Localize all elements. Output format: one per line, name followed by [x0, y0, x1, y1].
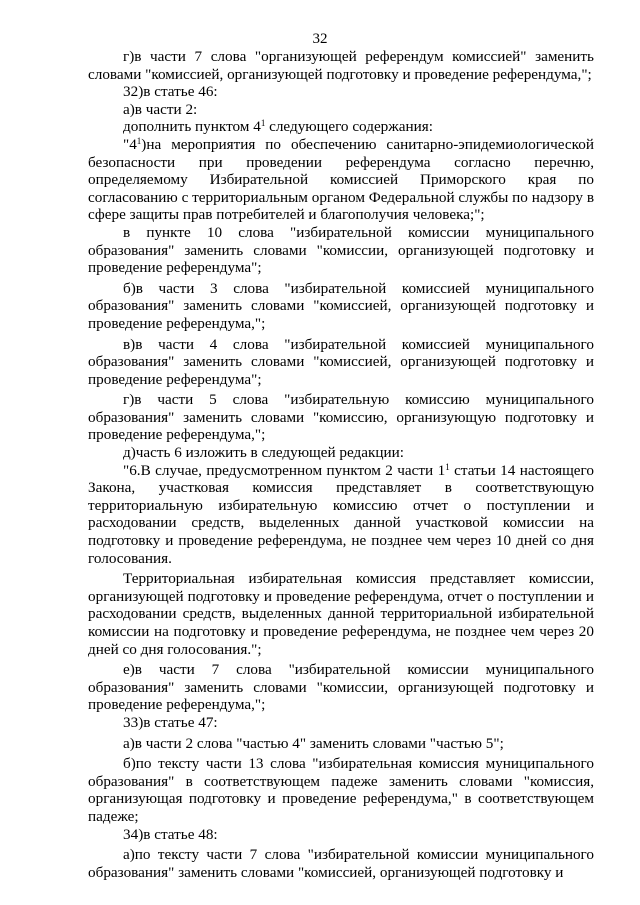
paragraph-18: а)по тексту части 7 слова "избирательной комиссии муниципального образования" заменить словами "комиссией, организующей подготовку и [88, 846, 594, 881]
paragraph-2: 32)в статье 46: [123, 83, 218, 101]
paragraph-11-text: "6.В случае, предусмотренном пунктом 2 части 1 [123, 461, 446, 479]
document-body [88, 48, 594, 881]
page-number: 32 [312, 31, 328, 47]
superscript: 1 [445, 461, 450, 472]
paragraph-9: г)в части 5 слова "избирательную комиссию муниципального образования" заменить словами "комиссию, организующую подготовку и проведение референдума,"; [88, 391, 594, 444]
paragraph-5-text-tail: )на мероприятия по обеспечению санитарно-эпидемиологической безопасности при проведении референдума согласно перечню, определяемому Избирательной комиссией Приморского края по согласованию с территориальным органом Федеральной службы по надзору в сфере защиты прав потребителей и благополучия человека;"; [88, 135, 594, 224]
paragraph-13: е)в части 7 слова "избирательной комиссии муниципального образования" заменить словами "комиссии, организующей подготовку и проведение референдума,"; [88, 661, 594, 714]
paragraph-3: а)в части 2: [123, 100, 198, 118]
paragraph-1: г)в части 7 слова "организующей референдум комиссией" заменить словами "комиссией, организующей подготовку и проведение референдума,"; [88, 48, 594, 83]
paragraph-7: б)в части 3 слова "избирательной комиссией муниципального образования" заменить словами "комиссией, организующей подготовку и проведение референдума,"; [88, 279, 594, 332]
paragraph-11-text-tail: статьи 14 настоящего Закона, участковая комиссия представляет в соответствующую территориальную избирательную комиссию отчет о поступлении и расходовании средств, выделенных данной участковой комиссии на подготовку и проведение референдума, не позднее чем через 10 дней со дня голосования. [88, 461, 594, 567]
paragraph-5 [88, 136, 594, 224]
paragraph-17: 34)в статье 48: [123, 825, 218, 843]
paragraph-8: в)в части 4 слова "избирательной комиссией муниципального образования" заменить словами "комиссией, организующей подготовку и проведение референдума"; [88, 335, 594, 388]
superscript: 1 [136, 135, 142, 146]
paragraph-15: а)в части 2 слова "частью 4" заменить словами "частью 5"; [123, 734, 504, 752]
paragraph-11 [88, 462, 594, 568]
paragraph-5-text: "4 [123, 135, 137, 153]
paragraph-10: д)часть 6 изложить в следующей редакции: [123, 444, 404, 462]
paragraph-4-text-tail: следующего содержания: [265, 118, 433, 136]
superscript: 1 [260, 118, 266, 129]
paragraph-14: 33)в статье 47: [123, 713, 218, 731]
paragraph-6: в пункте 10 слова "избирательной комиссии муниципального образования" заменить словами "комиссии, организующей подготовку и проведение референдума"; [88, 223, 594, 277]
paragraph-4-text: дополнить пунктом 4 [123, 118, 261, 136]
paragraph-16: б)по тексту части 13 слова "избирательная комиссия муниципального образования" в соответствующем падеже заменить словами "комиссия, организующая подготовку и проведение референдума," в соответствующем падеже; [88, 755, 594, 825]
paragraph-4 [88, 118, 594, 136]
paragraph-12: Территориальная избирательная комиссия представляет комиссии, организующей подготовку и проведение референдума, отчет о поступлении и расходовании средств, выделенных данной территориальной избирательной комиссии на подготовку и проведение референдума, не позднее чем через 20 дней со дня голосования."; [88, 570, 594, 658]
